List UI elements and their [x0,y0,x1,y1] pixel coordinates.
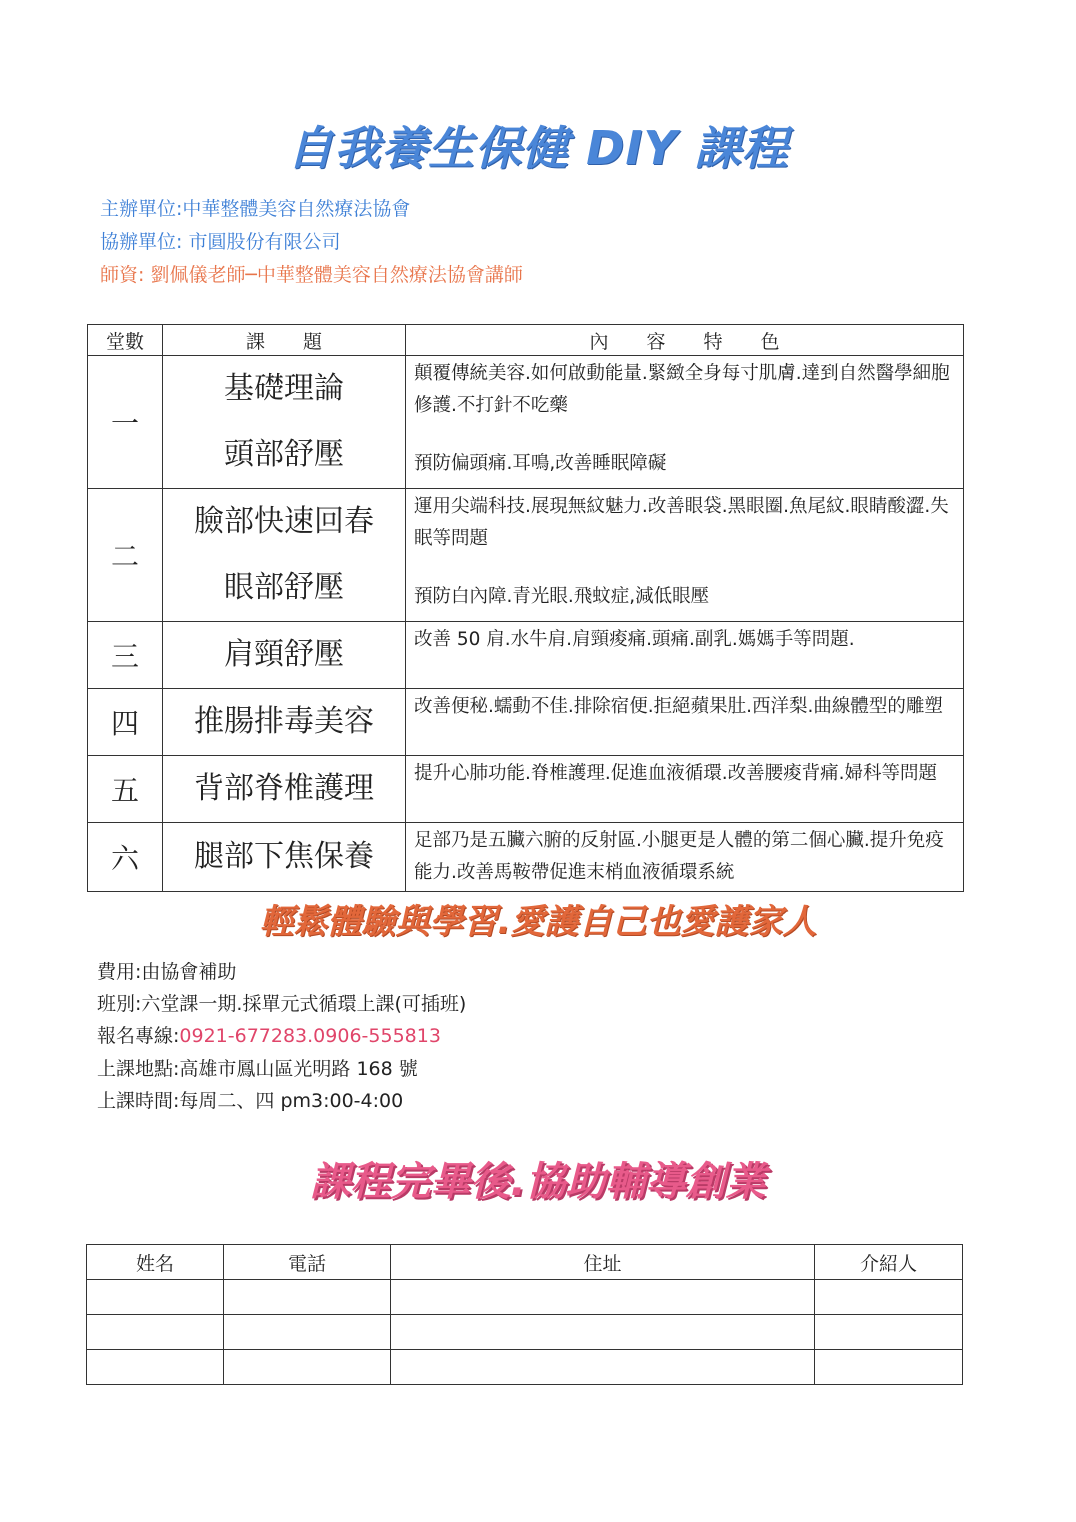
page-title: 自我養生保健 DIY 課程 [287,121,789,175]
session-content: 改善便秘.蠕動不佳.排除宿便.拒絕蘋果肚.西洋梨.曲線體型的雕塑 [406,689,964,756]
signup-table [86,1244,963,1385]
slogan-career: 課程完畢後.協助輔導創業 [310,1159,766,1205]
session-number: 五 [88,756,163,823]
name-cell[interactable] [87,1280,224,1315]
session-content [406,356,964,489]
referrer-cell[interactable] [815,1350,963,1385]
course-table-header [88,325,964,356]
session-content: 提升心肺功能.脊椎護理.促進血液循環.改善腰痠背痛.婦科等問題 [406,756,964,823]
phone-label: 報名專線: [97,1025,180,1047]
session-topic [163,489,406,622]
teacher-line: 師資: 劉佩儀老師─中華整體美容自然療法協會講師 [100,264,523,286]
phone-cell[interactable] [224,1315,391,1350]
header-topic: 課 題 [163,325,406,356]
session-number: 三 [88,622,163,689]
co-organizer-line: 協辦單位: 市圓股份有限公司 [100,231,341,253]
course-table [87,324,964,892]
signup-table-header [87,1245,963,1280]
session-topic: 腿部下焦保養 [163,823,406,892]
header-address: 住址 [391,1245,815,1280]
session-number: 六 [88,823,163,892]
table-row [88,489,964,622]
topic-line: 臉部快速回春 [194,504,374,539]
session-number: 一 [88,356,163,489]
session-content: 改善 50 肩.水牛肩.肩頸痠痛.頭痛.副乳.媽媽手等問題. [406,622,964,689]
session-content [406,489,964,622]
phone-number[interactable]: 0921-677283.0906-555813 [179,1025,441,1047]
referrer-cell[interactable] [815,1280,963,1315]
time-line: 上課時間:每周二、四 pm3:00-4:00 [97,1090,404,1112]
address-cell[interactable] [391,1280,815,1315]
slogan-experience: 輕鬆體驗與學習.愛護自己也愛護家人 [259,902,817,942]
table-row [87,1350,963,1385]
address-cell[interactable] [391,1315,815,1350]
address-cell[interactable] [391,1350,815,1385]
fee-line: 費用:由協會補助 [97,961,237,983]
table-row [88,756,964,823]
session-topic: 背部脊椎護理 [163,756,406,823]
phone-cell[interactable] [224,1280,391,1315]
header-name: 姓名 [87,1245,224,1280]
content-text: 運用尖端科技.展現無紋魅力.改善眼袋.黑眼圈.魚尾紋.眼睛酸澀.失眠等問題 [414,496,949,549]
content-text: 顛覆傳統美容.如何啟動能量.緊緻全身每寸肌膚.達到自然醫學細胞修護.不打針不吃藥 [414,363,950,416]
phone-cell[interactable] [224,1350,391,1385]
table-row [88,823,964,892]
session-number: 四 [88,689,163,756]
table-row [88,689,964,756]
topic-line: 眼部舒壓 [224,570,344,605]
header-session: 堂數 [88,325,163,356]
header-content: 內 容 特 色 [406,325,964,356]
class-line: 班別:六堂課一期.採單元式循環上課(可插班) [97,993,467,1015]
header-referrer: 介紹人 [815,1245,963,1280]
session-number: 二 [88,489,163,622]
session-topic: 肩頸舒壓 [163,622,406,689]
table-row [88,622,964,689]
content-text: 預防白內障.青光眼.飛蚊症,減低眼壓 [414,586,710,607]
session-topic [163,356,406,489]
name-cell[interactable] [87,1350,224,1385]
topic-line: 基礎理論 [224,371,344,406]
name-cell[interactable] [87,1315,224,1350]
content-text: 預防偏頭痛.耳鳴,改善睡眠障礙 [414,453,667,474]
table-row [87,1280,963,1315]
referrer-cell[interactable] [815,1315,963,1350]
phone-line [97,1021,441,1048]
table-row [87,1315,963,1350]
table-row [88,356,964,489]
organizer-line: 主辦單位:中華整體美容自然療法協會 [100,198,411,220]
session-content: 足部乃是五臟六腑的反射區.小腿更是人體的第二個心臟.提升免疫能力.改善馬鞍帶促進末梢血液循環系統 [406,823,964,892]
header-phone: 電話 [224,1245,391,1280]
location-line: 上課地點:高雄市鳳山區光明路 168 號 [97,1058,418,1080]
session-topic: 推腸排毒美容 [163,689,406,756]
topic-line: 頭部舒壓 [224,437,344,472]
